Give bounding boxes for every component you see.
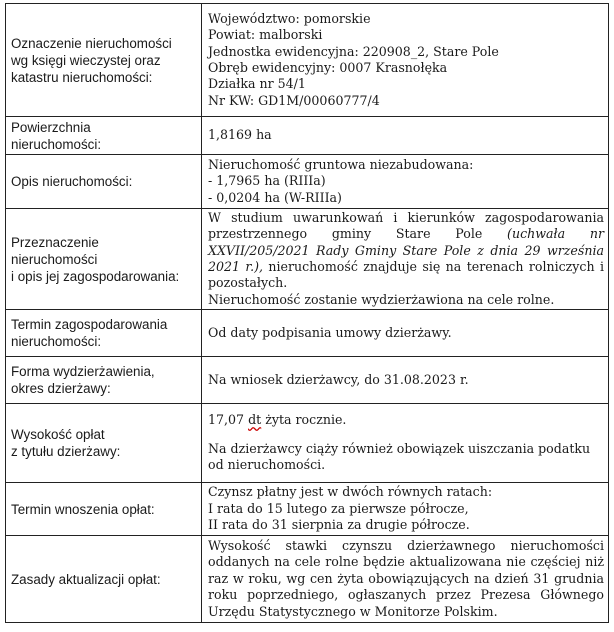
registration-unit: Jednostka ewidencyjna: 220908_2, Stare Pole	[208, 43, 499, 59]
label-line: okres dzierżawy:	[11, 381, 111, 396]
label-line: nieruchomości	[11, 251, 98, 267]
fee-number: 17,07	[208, 412, 245, 428]
voivodeship: Województwo: pomorskie	[208, 10, 371, 26]
value-area	[202, 117, 609, 155]
label-line: Termin wnoszenia opłat:	[11, 501, 155, 517]
value-lease-form	[202, 357, 609, 404]
table-row-fees	[6, 404, 609, 483]
area-value: 1,8169 ha	[208, 127, 272, 143]
label-development-term	[6, 310, 202, 357]
resolution-reference: (uchwała nr XXVII/205/2021 Rady Gminy Stare Pole z dnia 29 września 2021 r.),	[208, 226, 604, 274]
land-register-number: Nr KW: GD1M/00060777/4	[208, 92, 380, 108]
label-update-rules	[6, 536, 202, 623]
label-lease-form	[6, 357, 202, 404]
table-row-designation	[6, 4, 609, 117]
spacer	[208, 429, 604, 441]
label-area	[6, 117, 202, 155]
label-payment-term	[6, 483, 202, 536]
fee-text: żyta rocznie.	[265, 412, 347, 428]
value-development-term	[202, 310, 609, 357]
label-line: Przeznaczenie	[11, 234, 99, 250]
label-line: Oznaczenie nieruchomości	[11, 35, 172, 51]
table-row-lease-form	[6, 357, 609, 404]
label-line: Zasady aktualizacji opłat:	[11, 571, 161, 587]
registration-district: Obręb ewidencyjny: 0007 Krasnołęka	[208, 60, 448, 75]
label-line: Wysokość opłat	[11, 427, 105, 442]
label-fees	[6, 404, 202, 483]
label-line: nieruchomości:	[11, 136, 102, 152]
development-term-text: Od daty podpisania umowy dzierżawy.	[208, 324, 452, 340]
county: Powiat: malborski	[208, 27, 323, 43]
table-row-payment-term	[6, 483, 609, 536]
table-row-development-term	[6, 310, 609, 357]
table-row-purpose	[6, 209, 609, 310]
purpose-text-end: nieruchomość znajduje się na terenach rolniczych i pozostałych.	[208, 259, 604, 291]
tax-obligation: Na dzierżawcy ciąży również obowiązek uiszczania podatku od nieruchomości.	[208, 440, 591, 473]
payment-line: II rata do 31 sierpnia za drugie półrocze.	[208, 517, 470, 533]
description-line: - 0,0204 ha (W-RIIIa)	[208, 189, 342, 205]
label-line: z tytułu dzierżawy:	[11, 444, 121, 459]
label-line: katastru nieruchomości:	[11, 69, 153, 85]
value-designation	[202, 4, 609, 117]
label-line: wg księgi wieczystej oraz	[11, 52, 161, 68]
value-description	[202, 155, 609, 209]
label-purpose	[6, 209, 202, 310]
label-line: nieruchomości:	[11, 334, 102, 349]
table-row-area	[6, 117, 609, 155]
purpose-text: W studium uwarunkowań i kierunków zagospodarowania przestrzennego gminy Stare Pole	[208, 209, 604, 242]
lease-form-text: Na wniosek dzierżawcy, do 31.08.2023 r.	[208, 371, 469, 387]
value-update-rules	[202, 536, 609, 623]
value-fees	[202, 404, 609, 483]
payment-line: I rata do 15 lutego za pierwsze półrocze,	[208, 500, 469, 516]
value-payment-term	[202, 483, 609, 536]
fee-amount	[208, 412, 604, 428]
label-description	[6, 155, 202, 209]
description-line: Nieruchomość gruntowa niezabudowana:	[208, 156, 474, 172]
label-line: Termin zagospodarowania	[11, 317, 168, 332]
label-line: Powierzchnia	[11, 119, 91, 135]
fee-unit: dt	[248, 412, 262, 428]
label-line: i opis jej zagospodarowania:	[11, 268, 180, 284]
update-rules-text: Wysokość stawki czynszu dzierżawnego nieruchomości oddanych na cele rolne będzie aktualizowana nie częściej niż raz w roku, wg cen żyta obowiązujących na dzień 31 grudnia roku poprzedniego, ogłaszanych przez Prezesa Głównego Urzędu Statystycznego w Monitorze Polskim.	[208, 537, 604, 619]
property-lease-table	[5, 3, 609, 623]
plot-number: Działka nr 54/1	[208, 76, 306, 92]
label-line: Opis nieruchomości:	[11, 174, 133, 189]
purpose-paragraph	[208, 210, 604, 292]
description-line: - 1,7965 ha (RIIIa)	[208, 173, 326, 189]
table-row-description	[6, 155, 609, 209]
value-purpose	[202, 209, 609, 310]
payment-line: Czynsz płatny jest w dwóch równych ratach:	[208, 484, 493, 500]
purpose-lease-note: Nieruchomość zostanie wydzierżawiona na cele rolne.	[208, 291, 555, 307]
label-line: Forma wydzierżawienia,	[11, 364, 155, 379]
label-designation	[6, 4, 202, 117]
table-row-update-rules	[6, 536, 609, 623]
